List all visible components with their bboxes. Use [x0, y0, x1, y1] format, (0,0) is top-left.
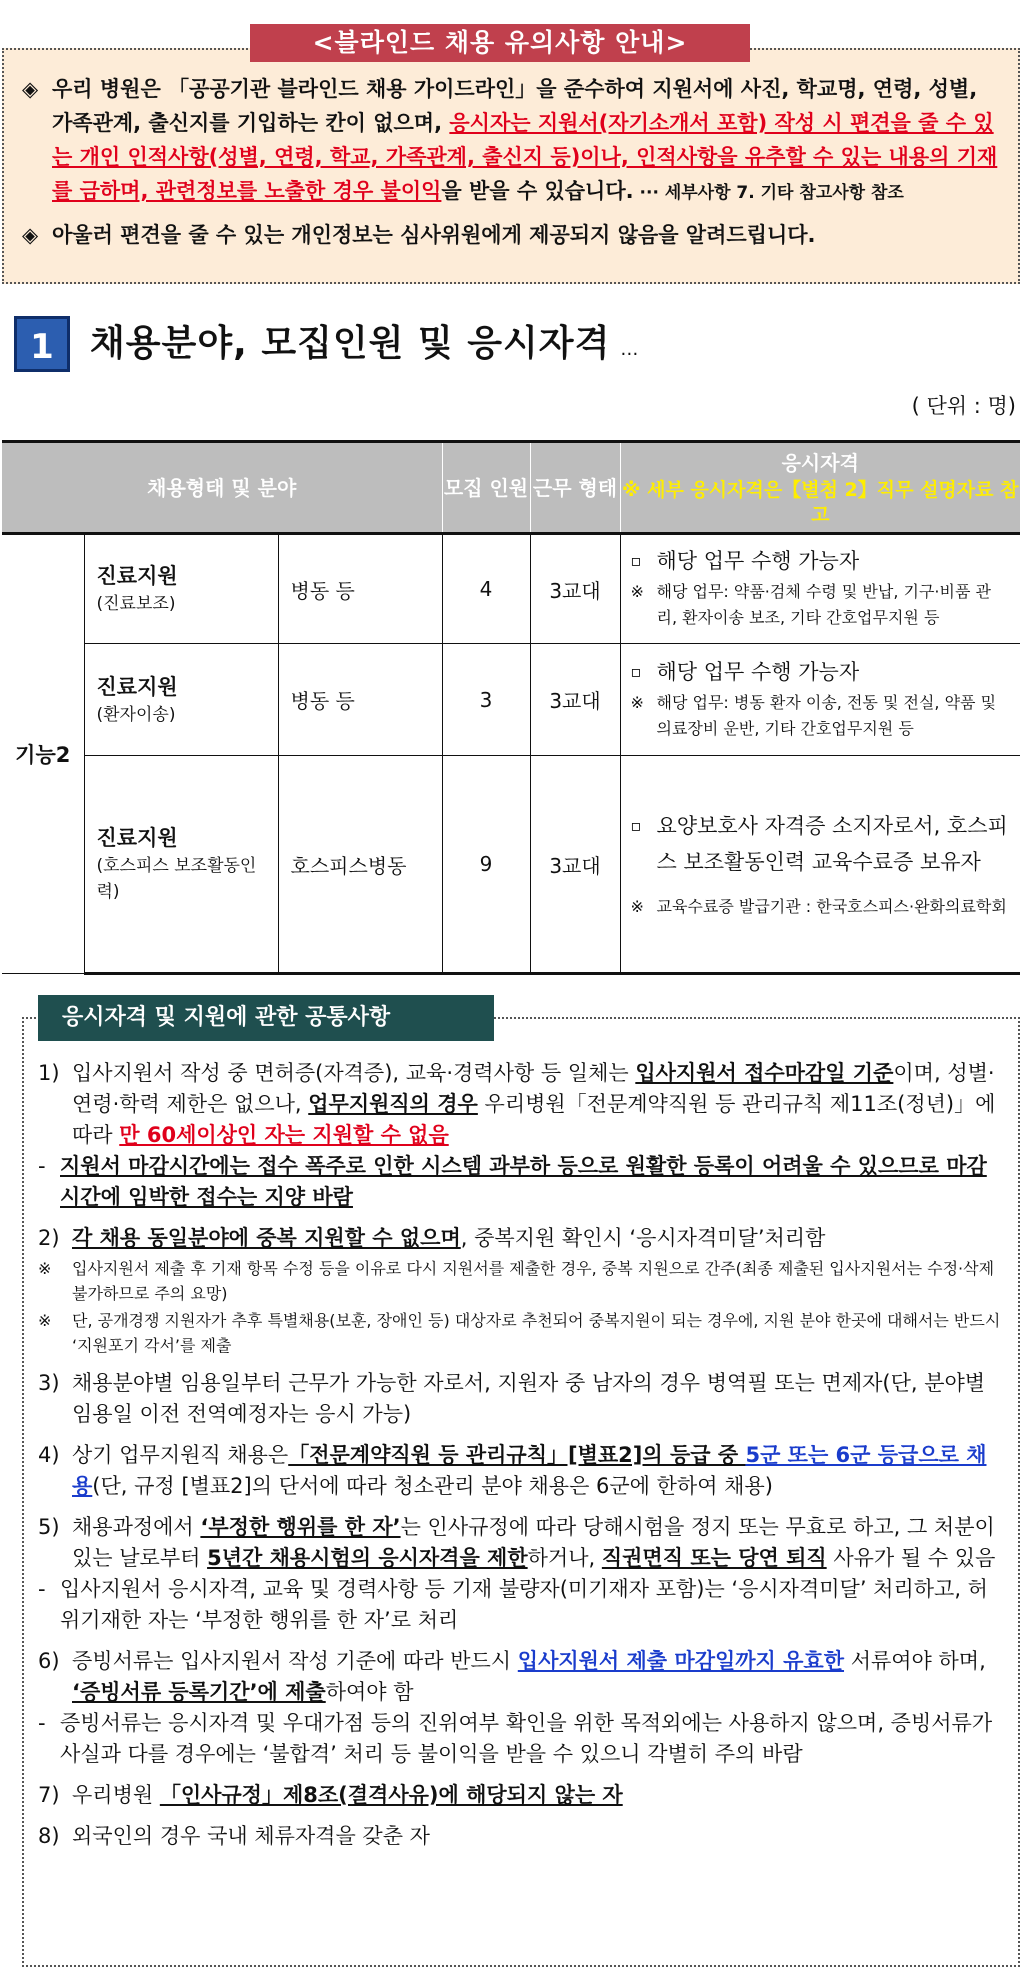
qualification-main: 해당 업무 수행 가능자: [656, 549, 860, 573]
item-number: 3): [38, 1371, 60, 1395]
item-6-subnote: 증빙서류는 응시자격 및 우대가점 등의 진위여부 확인을 위한 목적외에는 사용하지 않으며, 증빙서류가 사실과 다를 경우에는 ‘불합격’ 처리 등 불이익을 받을 수 있으니 각별히 주의 바람: [60, 1711, 993, 1766]
list-item: [38, 1780, 1004, 1811]
qualification-cell: [620, 756, 1020, 974]
table-row: [2, 644, 1020, 756]
note-mark-icon: ※: [630, 582, 644, 601]
qualification-main: 요양보호사 자격증 소지자로서, 호스피스 보조활동인력 교육수료증 보유자: [656, 814, 1008, 874]
dash-bullet: -: [38, 1711, 46, 1735]
item-number: 4): [38, 1443, 60, 1467]
dash-bullet: -: [38, 1577, 46, 1601]
note-mark-icon: ※: [38, 1311, 52, 1330]
shift-cell: 3교대: [530, 644, 620, 756]
job-name: 진료지원: [96, 564, 178, 588]
qualification-note: 교육수료증 발급기관 : 한국호스피스·완화의료학회: [656, 897, 1007, 916]
list-item: [38, 1512, 1004, 1636]
section-title-dots: …: [620, 339, 640, 360]
item-2-note-1: 입사지원서 제출 후 기재 항목 수정 등을 이유로 다시 지원서를 제출한 경우, 중복 지원으로 간주(최종 제출된 입사지원서는 수정·삭제 불가하므로 주의 요망): [72, 1259, 995, 1303]
qualification-main: 해당 업무 수행 가능자: [656, 659, 860, 684]
item-5-text-c: 는 인사규정에 따라 당해시험을 정지 또는 무효로 하고, 그 처분이 있는 날로부터: [72, 1515, 995, 1570]
item-number: 6): [38, 1649, 60, 1673]
section-title-text: 채용분야, 모집인원 및 응시자격: [90, 323, 611, 364]
item-1-text-b: 입사지원서 접수마감일 기준: [635, 1061, 894, 1085]
list-item: [38, 1058, 1004, 1213]
unit-note: ( 단위 : 명): [911, 394, 1016, 418]
item-5-text-b: ‘부정한 행위를 한 자’: [200, 1515, 401, 1539]
square-bullet-icon: ▫: [630, 551, 642, 570]
square-bullet-icon: ▫: [630, 816, 642, 835]
item-6-text-d: ‘증빙서류 등록기간’에 제출: [72, 1680, 326, 1704]
header-count: 모집 인원: [442, 442, 530, 534]
item-1-text-a: 입사지원서 작성 중 면허증(자격증), 교육·경력사항 등 일체는: [72, 1061, 636, 1085]
item-4-text-a: 상기 업무지원직 채용은: [72, 1443, 289, 1467]
table-row: [2, 534, 1020, 644]
item-1-text-d: 업무지원직의 경우: [308, 1092, 478, 1116]
header-shift: 근무 형태: [530, 442, 620, 534]
ward-cell: 병동 등: [278, 534, 442, 644]
note-mark-icon: ※: [630, 897, 644, 916]
shift-cell: 3교대: [530, 534, 620, 644]
notice-item-2: [22, 218, 1002, 252]
qualification-cell: [620, 534, 1020, 644]
item-1-text-f: 만 60세이상인 자는 지원할 수 없음: [119, 1123, 449, 1147]
job-name: 진료지원: [96, 826, 178, 850]
count-cell: 3: [442, 644, 530, 756]
item-5-subnote: 입사지원서 응시자격, 교육 및 경력사항 등 기재 불량자(미기재자 포함)는 ‘응시자격미달’ 처리하고, 허위기재한 자는 ‘부정한 행위를 한 자’로 처리: [60, 1577, 988, 1632]
table-row: [2, 756, 1020, 974]
job-sub: (환자이송): [96, 704, 176, 725]
shift-cell: 3교대: [530, 756, 620, 974]
count-cell: 4: [442, 534, 530, 644]
list-item: [38, 1646, 1004, 1770]
qualification-note: 해당 업무: 병동 환자 이송, 전동 및 전실, 약품 및 의료장비 운반, 기타 간호업무지원 등: [656, 692, 997, 738]
note-mark-icon: ※: [38, 1259, 52, 1278]
item-7-text-a: 우리병원: [72, 1783, 160, 1807]
group-label: 기능2: [2, 534, 84, 974]
item-8-text: 외국인의 경우 국내 체류자격을 갖춘 자: [72, 1824, 430, 1848]
item-2-text-a: 각 채용 동일분야에 중복 지원할 수 없으며: [72, 1226, 461, 1250]
diamond-bullet-icon: ◈: [22, 77, 39, 101]
item-number: 5): [38, 1515, 60, 1539]
job-cell: [84, 756, 278, 974]
notice-item-1-reference: ··· 세부사항 7. 기타 참고사항 참조: [633, 183, 904, 203]
header-qualification-note: ※ 세부 응시자격은【별첨 2】직무 설명자료 참고: [622, 478, 1019, 526]
item-4-text-d: (단, 규정 [별표2]의 단서에 따라 청소관리 분야 채용은 6군에 한하여 채용): [92, 1474, 773, 1498]
item-5-text-e: 하거나,: [527, 1546, 602, 1570]
list-item: [38, 1821, 1004, 1852]
note-mark-icon: ※: [630, 692, 644, 712]
item-5-text-g: 사유가 될 수 있음: [826, 1546, 996, 1570]
ward-cell: 병동 등: [278, 644, 442, 756]
job-cell: [84, 644, 278, 756]
list-item: [38, 1440, 1004, 1502]
notice-title: <블라인드 채용 유의사항 안내>: [250, 24, 750, 62]
item-6-text-a: 증빙서류는 입사지원서 작성 기준에 따라 반드시: [72, 1649, 518, 1673]
list-item: [38, 1223, 1004, 1358]
section-number-badge: 1: [14, 316, 70, 372]
square-bullet-icon: ▫: [630, 661, 642, 681]
ward-cell: 호스피스병동: [278, 756, 442, 974]
notice-item-1: [22, 72, 1002, 210]
item-5-text-d: 5년간 채용시험의 응시자격을 제한: [207, 1546, 528, 1570]
header-qualification: [620, 442, 1020, 534]
item-number: 2): [38, 1226, 60, 1250]
diamond-bullet-icon: ◈: [22, 223, 39, 247]
header-qualification-label: 응시자격: [781, 450, 859, 475]
item-number: 7): [38, 1783, 60, 1807]
table-header-row: [2, 442, 1020, 534]
notice-item-1-text-end: 을 받을 수 있습니다.: [441, 179, 634, 203]
notice-item-2-text: 아울러 편견을 줄 수 있는 개인정보는 심사위원에게 제공되지 않음을 알려드립니다.: [52, 223, 816, 247]
item-1-text-e: 우리병원「전문계약직원 등 관리규칙 제11조(정년)」에 따라: [72, 1092, 996, 1147]
job-sub: (진료보조): [96, 594, 176, 614]
qualification-note: 해당 업무: 약품·검체 수령 및 반납, 기구·비품 관리, 환자이송 보조, 기타 간호업무지원 등: [656, 582, 991, 627]
job-cell: [84, 534, 278, 644]
item-5-text-a: 채용과정에서: [72, 1515, 201, 1539]
item-6-text-b: 입사지원서 제출 마감일까지 유효한: [517, 1649, 845, 1673]
job-sub: (호스피스 보조활동인력): [96, 856, 257, 902]
item-2-text-b: , 중복지원 확인시 ‘응시자격미달’처리함: [460, 1226, 826, 1250]
item-1-text-c: 이며, 성별·연령·학력 제한은 없으나,: [72, 1061, 995, 1116]
common-requirements-title: 응시자격 및 지원에 관한 공통사항: [38, 995, 494, 1041]
item-6-text-c: 서류여야 하며,: [844, 1649, 986, 1673]
job-name: 진료지원: [96, 674, 178, 699]
section-title: [90, 318, 639, 376]
item-1-subnote: 지원서 마감시간에는 접수 폭주로 인한 시스템 과부하 등으로 원활한 등록이 어려울 수 있으므로 마감시간에 임박한 접수는 지양 바람: [60, 1154, 987, 1209]
recruitment-table: [2, 440, 1020, 975]
item-2-note-2: 단, 공개경쟁 지원자가 추후 특별채용(보훈, 장애인 등) 대상자로 추천되어 중복지원이 되는 경우에, 지원 분야 한곳에 대해서는 반드시 ‘지원포기 각서’를 제출: [72, 1311, 1001, 1355]
item-4-text-b: 「전문계약직원 등 관리규칙」[별표2]의 등급 중: [288, 1443, 746, 1467]
item-6-text-e: 하여야 함: [325, 1680, 414, 1704]
item-5-text-f: 직권면직 또는 당연 퇴직: [601, 1546, 827, 1570]
list-item: [38, 1368, 1004, 1430]
dash-bullet: -: [38, 1154, 46, 1178]
item-number: 8): [38, 1824, 60, 1848]
header-type-field: 채용형태 및 분야: [2, 442, 442, 534]
common-requirements-list: [38, 1058, 1004, 1862]
item-3-text: 채용분야별 임용일부터 근무가 가능한 자로서, 지원자 중 남자의 경우 병역필 또는 면제자(단, 분야별 임용일 이전 전역예정자는 응시 가능): [72, 1371, 986, 1426]
qualification-cell: [620, 644, 1020, 756]
item-7-text-b: 「인사규정」제8조(결격사유)에 해당되지 않는 자: [159, 1783, 623, 1807]
item-4-text-c: 5군 또는 6군 등급으로 채용: [72, 1443, 987, 1498]
blind-notice-box: [2, 48, 1020, 284]
item-number: 1): [38, 1061, 60, 1085]
count-cell: 9: [442, 756, 530, 974]
notice-item-1-warning: 응시자는 지원서(자기소개서 포함) 작성 시 편견을 줄 수 있는 개인 인적사항(성별, 연령, 학교, 가족관계, 출신지 등)이나, 인적사항을 유추할 수 있는 내용의 기재를 금하며, 관련정보를 노출한 경우 불이익: [52, 111, 998, 203]
notice-item-1-text: 우리 병원은 「공공기관 블라인드 채용 가이드라인」을 준수하여 지원서에 사진, 학교명, 연령, 성별, 가족관계, 출신지를 기입하는 칸이 없으며,: [52, 77, 978, 135]
